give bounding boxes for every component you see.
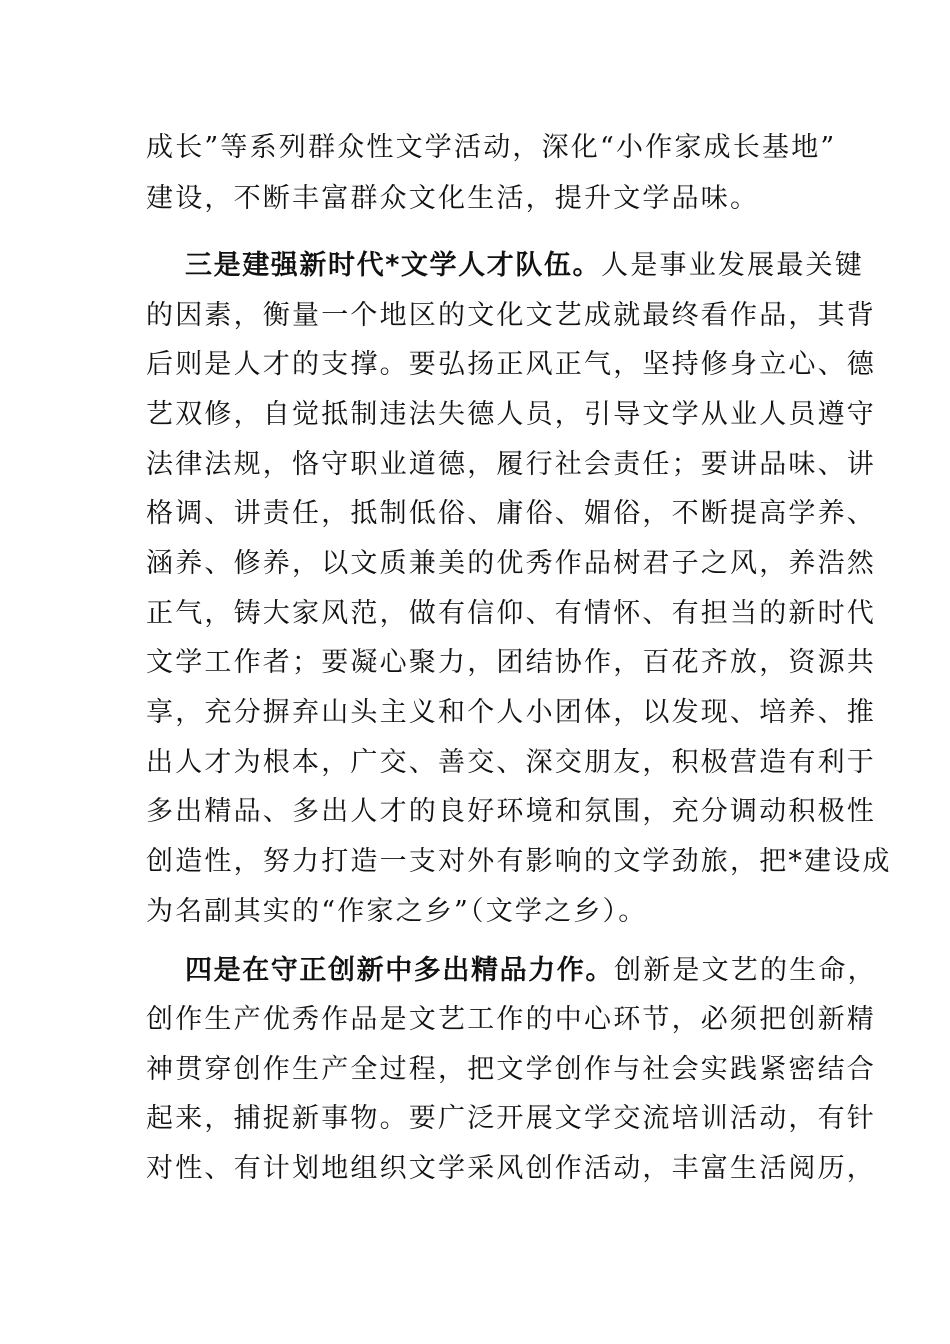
paragraph-4-first-line bbox=[185, 953, 877, 989]
text-line-14: 多出精品、多出人才的良好环境和氛围，充分调动积极性 bbox=[146, 796, 876, 827]
text-line-18: 创作生产优秀作品是文艺工作的中心环节，必须把创新精 bbox=[146, 1004, 876, 1035]
paragraph-4-heading: 四是在守正创新中多出精品力作。 bbox=[185, 955, 614, 986]
text-line-9: 涵养、修养，以文质兼美的优秀作品树君子之风，养浩然 bbox=[146, 548, 876, 579]
text-line-20: 起来，捕捉新事物。要广泛开展文学交流培训活动，有针 bbox=[146, 1103, 876, 1134]
text-line-7: 法律法规，恪守职业道德，履行社会责任；要讲品味、讲 bbox=[146, 449, 876, 480]
paragraph-3-heading: 三是建强新时代*文学人才队伍。 bbox=[185, 250, 602, 281]
text-line-15: 创造性，努力打造一支对外有影响的文学劲旅，把*建设成 bbox=[146, 846, 892, 877]
text-line-5: 后则是人才的支撑。要弘扬正风正气，坚持修身立心、德 bbox=[146, 349, 876, 380]
text-line-10: 正气，铸大家风范，做有信仰、有情怀、有担当的新时代 bbox=[146, 598, 876, 629]
text-line-1: 成长”等系列群众性文学活动，深化“小作家成长基地” bbox=[146, 132, 837, 163]
text-line-8: 格调、讲责任，抵制低俗、庸俗、媚俗，不断提高学养、 bbox=[146, 498, 876, 529]
text-line-21: 对性、有计划地组织文学采风创作活动，丰富生活阅历， bbox=[146, 1153, 876, 1184]
paragraph-4-lead-text: 创新是文艺的生命， bbox=[614, 955, 877, 986]
text-line-19: 神贯穿创作生产全过程，把文学创作与社会实践紧密结合 bbox=[146, 1054, 876, 1085]
text-line-13: 出人才为根本，广交、善交、深交朋友，积极营造有利于 bbox=[146, 747, 876, 778]
paragraph-3-lead-text: 人是事业发展最关键 bbox=[601, 250, 864, 281]
text-line-2: 建设，不断丰富群众文化生活，提升文学品味。 bbox=[146, 183, 760, 214]
text-line-4: 的因素，衡量一个地区的文化文艺成就最终看作品，其背 bbox=[146, 300, 876, 331]
text-line-6: 艺双修，自觉抵制违法失德人员，引导文学从业人员遵守 bbox=[146, 399, 876, 430]
text-line-12: 享，充分摒弃山头主义和个人小团体，以发现、培养、推 bbox=[146, 697, 876, 728]
text-line-16: 为名副其实的“作家之乡”（文学之乡）。 bbox=[146, 896, 648, 927]
paragraph-3-first-line bbox=[185, 248, 864, 284]
text-line-11: 文学工作者；要凝心聚力，团结协作，百花齐放，资源共 bbox=[146, 647, 876, 678]
